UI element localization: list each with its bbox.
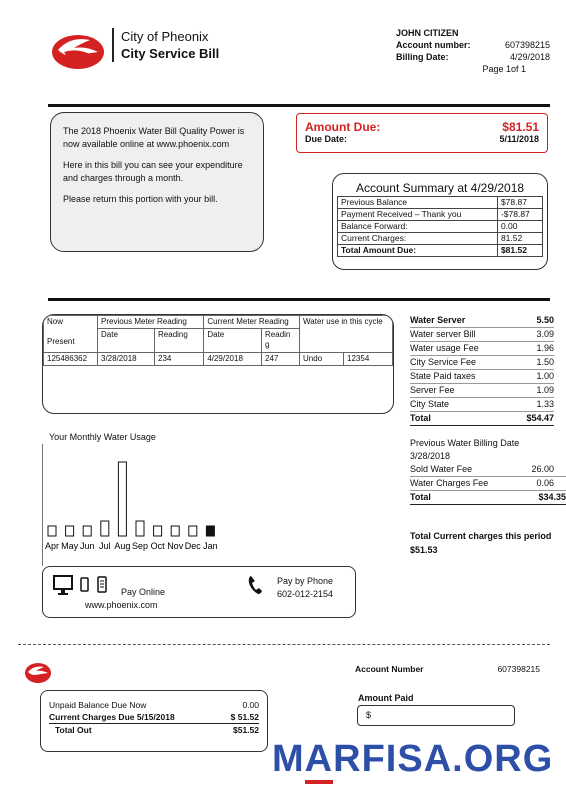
current-period-label: Total Current charges this period [410, 531, 552, 541]
amount-due-box [296, 113, 548, 153]
watermark-letter: S [397, 738, 424, 780]
stub-row [49, 699, 259, 711]
bar-jul [101, 521, 109, 536]
bar-dec [189, 526, 197, 536]
bar-may [66, 526, 74, 536]
fee-label: Water usage Fee [410, 343, 479, 353]
phoenix-logo [50, 26, 106, 72]
meter-cell: Undo [300, 353, 344, 366]
due-date-label: Due Date: [305, 134, 348, 144]
table-row [338, 233, 543, 245]
notice-paragraph: Here in this bill you can see your expenditure and charges through a month. [63, 160, 243, 183]
stub-value: 0.00 [242, 700, 259, 710]
city-name: City of Pheonix [121, 29, 209, 44]
fee-row [410, 342, 554, 356]
fee-label: Water Charges Fee [410, 478, 489, 488]
fee-value: 1.96 [536, 343, 554, 353]
meter-header: Water use in this cycle [300, 316, 393, 353]
fee-value: 26.00 [531, 464, 554, 474]
stub-balance-box [40, 690, 268, 752]
fee-label: City State [410, 399, 450, 409]
page-number: Page 1of 1 [482, 64, 526, 74]
stub-account-number [355, 664, 545, 674]
fee-label: Sold Water Fee [410, 464, 473, 474]
customer-name: JOHN CITIZEN [396, 28, 459, 38]
billing-date-label: Billing Date: [396, 52, 449, 62]
tick-label: Jul [99, 541, 111, 551]
meter-header: Current Meter Reading [204, 316, 300, 329]
fee-value: 5.50 [536, 315, 554, 325]
fee-row [410, 370, 554, 384]
meter-cell: 3/28/2018 [98, 353, 155, 366]
usage-chart [42, 428, 252, 556]
table-row [338, 209, 543, 221]
fee-value: 1.00 [536, 371, 554, 381]
summary-label: Total Amount Due: [338, 245, 498, 257]
summary-title: Account Summary at 4/29/2018 [355, 181, 525, 195]
summary-value: -$78.87 [497, 209, 542, 221]
stub-account-label: Account Number [355, 664, 424, 674]
tick-label: Sep [131, 541, 149, 551]
billing-date: 4/29/2018 [509, 52, 550, 62]
previous-billing [410, 437, 566, 505]
bar-apr [48, 526, 56, 536]
stub-label: Total Out [55, 725, 92, 735]
phone-number: 602-012-2154 [277, 589, 334, 599]
bar-jun [83, 526, 91, 536]
stub-value: $ 51.52 [230, 712, 259, 722]
meter-table [43, 315, 393, 366]
table-row [44, 316, 393, 329]
watermark-letter: A [423, 738, 453, 780]
summary-label: Previous Balance [338, 197, 498, 209]
summary-value: $78.87 [497, 197, 542, 209]
tick-label: Apr [44, 541, 60, 551]
current-period-total [410, 529, 566, 557]
pay-online-url[interactable]: www.phoenix.com [85, 600, 158, 610]
watermark-letter: R [333, 738, 362, 780]
table-row [338, 197, 543, 209]
watermark-letter: G [522, 738, 554, 780]
phoenix-logo [24, 660, 52, 684]
bar-nov [171, 526, 179, 536]
stub-row [49, 724, 259, 736]
watermark-letter: . [452, 738, 464, 780]
meter-header: Date [98, 329, 155, 353]
fee-row [410, 384, 554, 398]
notice-paragraph: Please return this portion with your bill. [63, 194, 218, 204]
fees-list [410, 314, 554, 426]
bar-sep [136, 521, 144, 536]
fee-value: 0.06 [536, 478, 554, 488]
amount-due-value: $81.51 [502, 120, 539, 134]
summary-label: Payment Received – Thank you [338, 209, 498, 221]
account-summary [332, 173, 548, 270]
tick-label: Oct [150, 541, 165, 551]
devices-icon [53, 575, 113, 597]
fee-row [410, 328, 554, 342]
fee-value: $54.47 [526, 413, 554, 423]
fee-label: City Service Fee [410, 357, 477, 367]
meter-header: Readin g [262, 329, 300, 353]
summary-value: 81.52 [497, 233, 542, 245]
watermark-letter: A [305, 738, 333, 784]
meter-cell: 247 [262, 353, 300, 366]
amount-paid-field[interactable] [357, 705, 515, 726]
watermark-letter: I [385, 738, 398, 780]
amount-due-label: Amount Due: [305, 120, 381, 134]
fee-label: State Paid taxes [410, 371, 476, 381]
bar-jan [206, 526, 214, 536]
watermark [272, 738, 553, 781]
meter-cell: 12354 [344, 353, 393, 366]
watermark-letter: F [361, 738, 386, 780]
watermark-letter: O [463, 738, 495, 780]
bar-oct [154, 526, 162, 536]
meter-header: Previous Meter Reading [98, 316, 204, 329]
previous-billing-date: 3/28/2018 [410, 451, 451, 461]
tick-label: Aug [114, 541, 131, 551]
fee-row [410, 398, 554, 412]
summary-label: Balance Forward: [338, 221, 498, 233]
stub-account-value: 607398215 [497, 664, 540, 674]
chart-title: Your Monthly Water Usage [49, 432, 156, 442]
fee-row [410, 314, 554, 328]
table-row [338, 221, 543, 233]
fee-row [410, 477, 566, 491]
notice-box [50, 112, 264, 252]
tear-line [18, 644, 550, 645]
meter-header: Date [204, 329, 262, 353]
summary-table [337, 196, 543, 257]
account-number: 607398215 [504, 40, 550, 50]
fee-row [410, 356, 554, 370]
bar-aug [118, 462, 126, 536]
stub-row [49, 711, 259, 724]
fee-label: Water Server [410, 315, 466, 325]
pay-by-phone-label: Pay by Phone [277, 576, 334, 586]
pay-online-label: Pay Online [121, 587, 166, 597]
fee-label: Server Fee [410, 385, 455, 395]
fee-label: Water server Bill [410, 329, 476, 339]
phone-icon [247, 575, 263, 595]
pay-by-phone [277, 575, 333, 601]
fee-value: 1.50 [536, 357, 554, 367]
notice-paragraph: The 2018 Phoenix Water Bill Quality Power is now available online at www.phoenix.com [63, 126, 245, 149]
fee-row [410, 463, 566, 477]
amount-paid-label: Amount Paid [358, 693, 414, 703]
city-title-block [112, 28, 219, 62]
fee-value: 1.09 [536, 385, 554, 395]
divider-top [48, 104, 550, 107]
meter-reading-box [42, 314, 394, 414]
payment-options [42, 566, 356, 618]
tick-label: Dec [184, 541, 201, 551]
tick-label: May [61, 541, 79, 551]
meter-cell: 4/29/2018 [204, 353, 262, 366]
meter-header: Now Present [44, 316, 98, 353]
bill-title: City Service Bill [121, 46, 220, 61]
divider-middle [48, 298, 550, 301]
tick-label: Nov [167, 541, 184, 551]
account-number-label: Account number: [396, 40, 471, 50]
current-period-value: $51.53 [410, 545, 438, 555]
account-header [396, 27, 550, 75]
fee-value: 3.09 [536, 329, 554, 339]
watermark-letter: M [272, 738, 305, 780]
currency-prefix: $ [366, 710, 372, 720]
summary-value: 0.00 [497, 221, 542, 233]
due-date: 5/11/2018 [499, 134, 539, 144]
meter-cell: 234 [155, 353, 204, 366]
table-row [44, 353, 393, 366]
tick-label: Jan [203, 541, 218, 551]
meter-header: Reading [155, 329, 204, 353]
stub-label: Current Charges Due 5/15/2018 [49, 712, 175, 722]
watermark-letter: R [494, 738, 523, 780]
tick-label: Jun [79, 541, 95, 551]
fee-label: Total [410, 492, 431, 502]
table-row [338, 245, 543, 257]
fee-total-row [410, 412, 554, 426]
usage-bars [42, 428, 252, 556]
previous-billing-title: Previous Water Billing Date [410, 438, 520, 448]
summary-value: $81.52 [497, 245, 542, 257]
fee-value: 1.33 [536, 399, 554, 409]
stub-value: $51.52 [233, 725, 259, 735]
fee-label: Total [410, 413, 431, 423]
meter-cell: 125486362 [44, 353, 98, 366]
stub-label: Unpaid Balance Due Now [49, 700, 147, 710]
fee-total-row [410, 491, 566, 505]
fee-value: $34.35 [538, 492, 566, 502]
summary-label: Current Charges: [338, 233, 498, 245]
